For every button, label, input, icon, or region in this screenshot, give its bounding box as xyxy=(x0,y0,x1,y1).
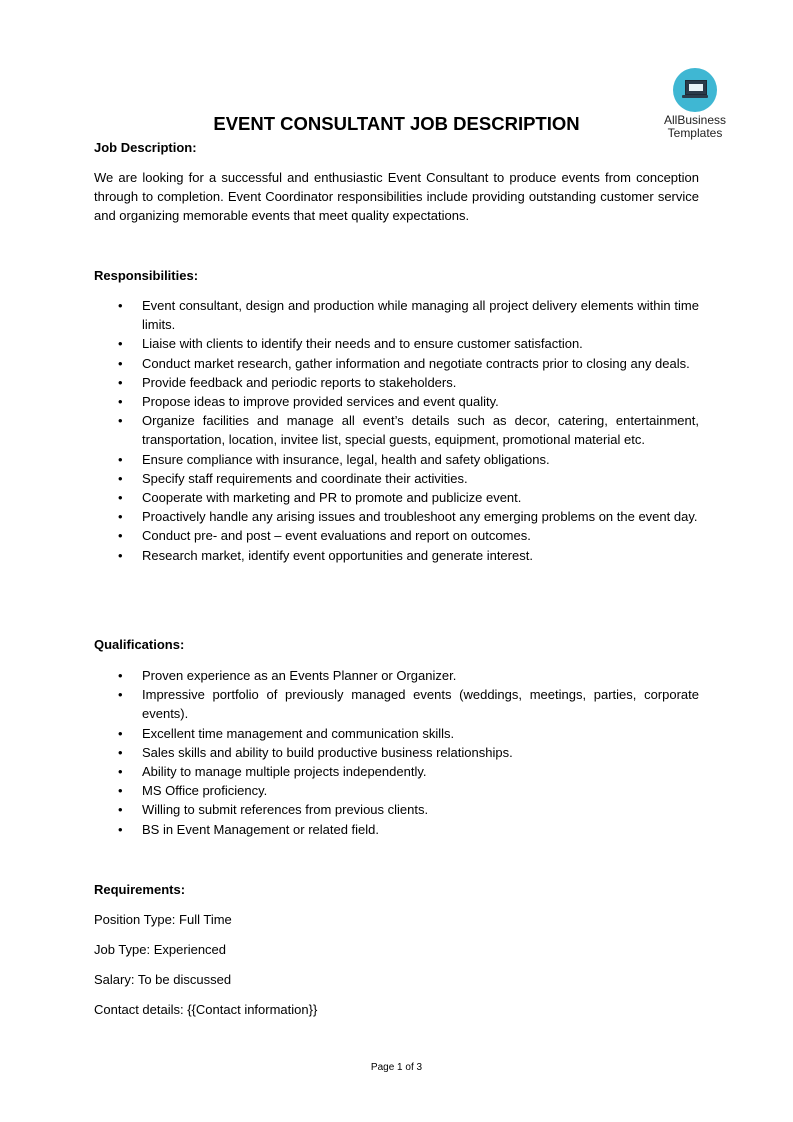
list-item: • Conduct market research, gather information and negotiate contracts prior to closing any deals. xyxy=(94,354,699,373)
position-type: Position Type: Full Time xyxy=(94,912,232,927)
requirements-heading: Requirements: xyxy=(94,882,186,897)
logo-line2: Templates xyxy=(667,126,723,140)
list-item: • Sales skills and ability to build productive business relationships. xyxy=(94,743,699,762)
list-item: • Liaise with clients to identify their needs and to ensure customer satisfaction. xyxy=(94,334,699,353)
list-item: • Impressive portfolio of previously managed events (weddings, meetings, parties, corporate events). xyxy=(94,685,699,723)
job-description-text: We are looking for a successful and enthusiastic Event Consultant to produce events from conception through to completion. Event Coordinator responsibilities include providing outstanding customer service and organizing memorable events that meet quality expectations. xyxy=(94,170,699,223)
list-item: • Cooperate with marketing and PR to promote and publicize event. xyxy=(94,488,699,507)
list-item: • BS in Event Management or related field. xyxy=(94,820,699,839)
laptop-icon xyxy=(673,68,717,112)
list-item: • Conduct pre- and post – event evaluations and report on outcomes. xyxy=(94,526,699,545)
list-item: • Organize facilities and manage all event’s details such as decor, catering, entertainment, transportation, location, invitee list, special guests, equipment, promotional material etc. xyxy=(94,411,699,449)
list-item: • Research market, identify event opportunities and generate interest. xyxy=(94,546,699,565)
responsibilities-list xyxy=(94,296,699,565)
list-item: • Proven experience as an Events Planner or Organizer. xyxy=(94,666,699,685)
contact-details: Contact details: {{Contact information}} xyxy=(94,1002,318,1017)
list-item: • Proactively handle any arising issues and troubleshoot any emerging problems on the event day. xyxy=(94,507,699,526)
list-item: • Excellent time management and communication skills. xyxy=(94,724,699,743)
job-description-heading: Job Description: xyxy=(94,140,197,155)
list-item: • Ensure compliance with insurance, legal, health and safety obligations. xyxy=(94,450,699,469)
list-item: • MS Office proficiency. xyxy=(94,781,699,800)
list-item: • Specify staff requirements and coordinate their activities. xyxy=(94,469,699,488)
page-title: EVENT CONSULTANT JOB DESCRIPTION xyxy=(213,113,580,134)
list-item: • Event consultant, design and production while managing all project delivery elements within time limits. xyxy=(94,296,699,334)
qualifications-list xyxy=(94,666,699,839)
list-item: • Propose ideas to improve provided services and event quality. xyxy=(94,392,699,411)
list-item: • Provide feedback and periodic reports to stakeholders. xyxy=(94,373,699,392)
qualifications-heading: Qualifications: xyxy=(94,637,185,652)
salary: Salary: To be discussed xyxy=(94,972,232,987)
logo-line1: AllBusiness xyxy=(663,113,727,127)
job-type: Job Type: Experienced xyxy=(94,942,227,957)
responsibilities-heading: Responsibilities: xyxy=(94,268,199,283)
list-item: • Willing to submit references from previous clients. xyxy=(94,800,699,819)
page-number: Page 1 of 3 xyxy=(370,1062,423,1073)
list-item: • Ability to manage multiple projects independently. xyxy=(94,762,699,781)
